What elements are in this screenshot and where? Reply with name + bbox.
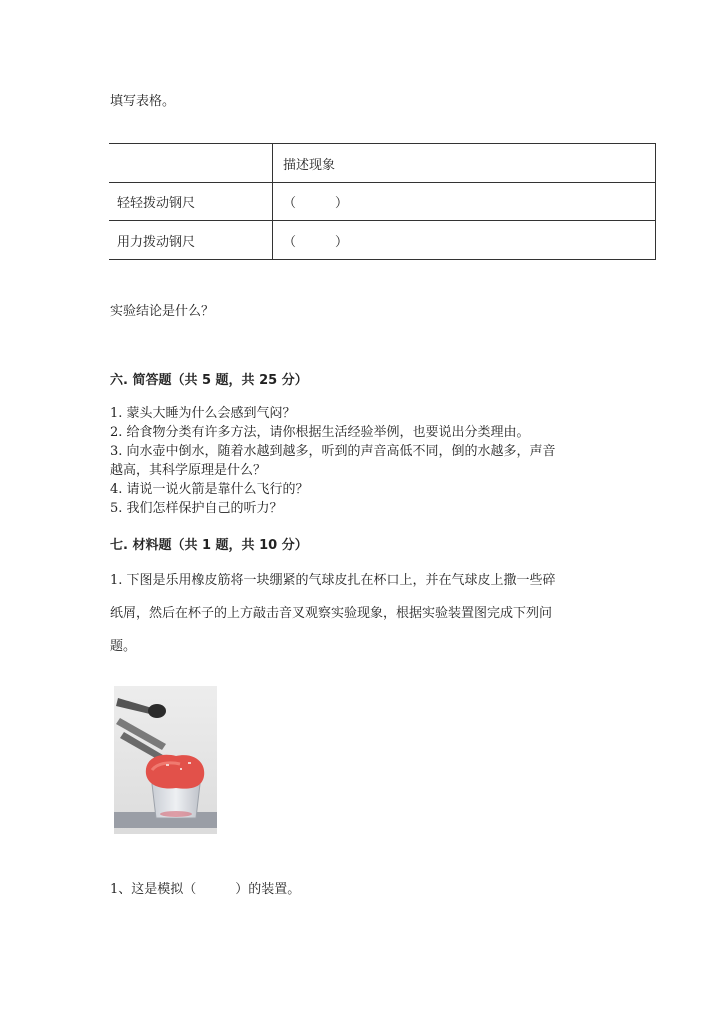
question-item: 2. 给食物分类有许多方法，请你根据生活经验举例，也要说出分类理由。 [110, 425, 530, 440]
question-item-continued: 越高，其科学原理是什么？ [110, 463, 267, 478]
sub-question-1: 1、这是模拟（ ）的装置。 [110, 882, 301, 897]
material-line: 1. 下图是乐用橡皮筋将一块绷紧的气球皮扎在杯口上，并在气球皮上撒一些碎 [110, 573, 556, 588]
table-row [109, 221, 656, 260]
experiment-illustration-icon [114, 686, 217, 834]
intro-text: 填写表格。 [110, 94, 176, 109]
question-item: 3. 向水壶中倒水，随着水越到越多，听到的声音高低不同，倒的水越多，声音 [110, 444, 556, 459]
answer-blank[interactable]: （ ） [273, 221, 656, 260]
tuning-fork-experiment-photo [114, 686, 217, 834]
question-item: 5. 我们怎样保护自己的听力？ [110, 501, 283, 516]
table-header-description: 描述现象 [273, 144, 656, 183]
table-header-row [109, 144, 656, 183]
answer-blank[interactable]: （ ） [273, 183, 656, 221]
table-header-empty [109, 144, 273, 183]
observation-table [109, 143, 656, 260]
question-item: 4. 请说一说火箭是靠什么飞行的？ [110, 482, 309, 497]
conclusion-prompt: 实验结论是什么？ [110, 304, 215, 319]
section6-title: 六. 简答题（共 5 题，共 25 分） [110, 373, 308, 388]
material-line: 题。 [110, 639, 137, 654]
table-row-label: 轻轻拨动钢尺 [109, 183, 273, 221]
table-row-label: 用力拨动钢尺 [109, 221, 273, 260]
material-line: 纸屑，然后在杯子的上方敲击音叉观察实验现象，根据实验装置图完成下列问 [110, 606, 553, 621]
table-row [109, 183, 656, 221]
question-item: 1. 蒙头大睡为什么会感到气闷？ [110, 406, 296, 421]
section7-title: 七. 材料题（共 1 题，共 10 分） [110, 538, 308, 553]
